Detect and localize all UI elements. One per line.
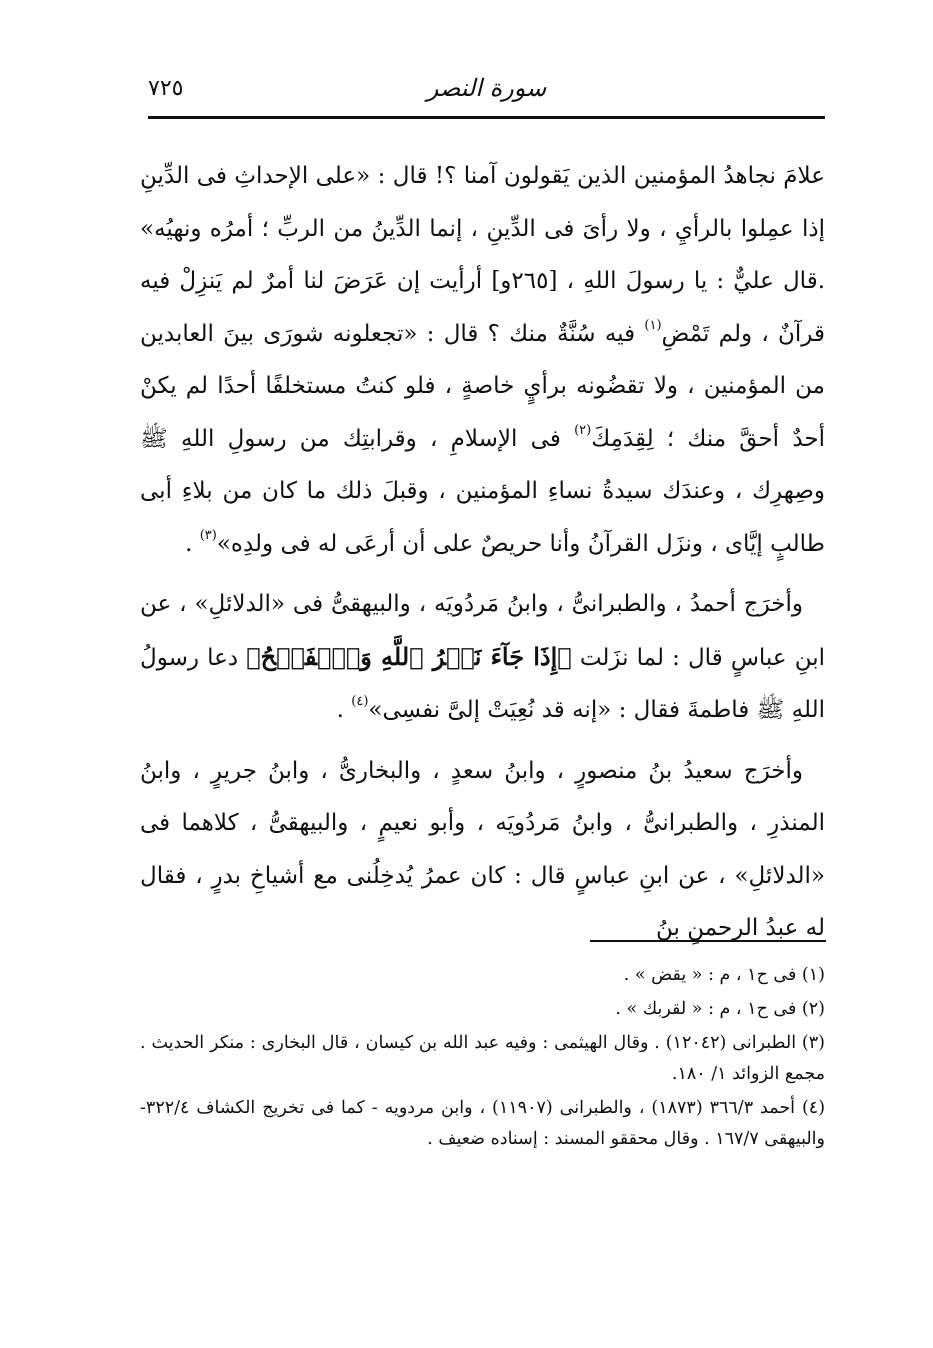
footnote-separator [590, 940, 826, 942]
paragraph-3: وأخرَج سعيدُ بنُ منصورٍ ، وابنُ سعدٍ ، والبخارىُّ ، وابنُ جريرٍ ، وابنُ المنذرِ ، والطبرانىُّ ، وابنُ مَردُويَه ، وأبو نعيمٍ ، والبيهقىُّ ، كلاهما فى «الدلائلِ» ، عن ابنِ عباسٍ قال : كان عمرُ يُدخِلُنى مع أشياخِ بدرٍ ، فقال له عبدُ الرحمنِ بنُ [140, 757, 825, 941]
footnote-marker-1: (١) [644, 317, 662, 333]
header-rule [148, 116, 825, 119]
paragraph-2-text-b: دعا رسولُ اللهِ ﷺ فاطمةَ فقال : «إنه قد نُعِيَتْ إلىَّ نفسِى» [140, 644, 825, 723]
paragraph-2-text-a: وأخرَج أحمدُ ، والطبرانىُّ ، وابنُ مَردُويَه ، والبيهقىُّ فى «الدلائلِ» ، عن ابنِ عباسٍ قال : لما نزَلت [140, 591, 825, 671]
paragraph-1 [140, 150, 825, 570]
paragraph-2-end: . [336, 697, 352, 723]
paragraph-1-text-b: فيه سُنَّةٌ منك ؟ قال : «تجعلونه شورَى بينَ العابدين من المؤمنين ، ولا تقضُونه برأيٍ خاصةٍ ، فلو كنتُ مستخلفًا أحدًا لم يكنْ أحدٌ أحقَّ منك ؛ لِقِدَمِكَ [140, 320, 825, 452]
paragraph-1-text-c: فى الإسلامِ ، وقرابتِك من رسولِ اللهِ ﷺ وصِهرِك ، وعندَك سيدةُ نساءِ المؤمنين ، وقبلَ ذلك ما كان من بلاءِ أبى طالبٍ إيَّاى ، ونزَل القرآنُ وأنا حريصٌ على أن أرعَى له فى ولدِه» [140, 425, 825, 557]
paragraph-2 [140, 578, 825, 737]
footnote-2: (٢) فى ح١ ، م : « لقربك » . [615, 999, 825, 1019]
main-text [140, 150, 825, 955]
footnote-marker-4: (٤) [351, 694, 369, 709]
footnotes [140, 960, 825, 1158]
footnote-4: (٤) أحمد ٣٦٦/٣ (١٨٧٣) ، والطبرانى (١١٩٠٧) ، وابن مردويه - كما فى تخريج الكشاف ٣٢٢/٤- والبيهقى ١٦٧/٧ . وقال محققو المسند : إسناده ضعيف . [140, 1098, 826, 1149]
footnote-marker-3: (٣) [199, 527, 217, 543]
footnote-1: (١) فى ح١ ، م : « يقض » . [623, 965, 825, 985]
paragraph-1-end: . [185, 530, 200, 557]
paragraph-1-text-a: علامَ نجاهدُ المؤمنين الذين يَقولون آمنا ؟! قال : «على الإحداثِ فى الدِّينِ إذا عمِلوا بالرأيِ ، ولا رأىَ فى الدِّينِ ، إنما الدِّينُ من الربِّ ؛ أمرُه ونهيُه» .قال عليٌّ : يا رسولَ اللهِ ، [٢٦٥و] أرأيت إن عَرَضَ لنا أمرٌ لم يَنزِلْ فيه قرآنٌ ، ولم تَمْضِ [140, 163, 825, 347]
surah-title: سورة النصر [426, 74, 547, 102]
footnote-marker-2: (٢) [574, 422, 592, 438]
quran-verse: ﴿إِذَا جَآءَ نَصۡرُ ٱللَّهِ وَٱلۡفَتۡحُ﴾ [246, 641, 572, 671]
page-number: ٧٢٥ [148, 76, 184, 101]
footnote-3: (٣) الطبرانى (١٢٠٤٢) . وقال الهيثمى : وفيه عبد الله بن كيسان ، قال البخارى : منكر الحديث . مجمع الزوائد ١/ ١٨٠. [140, 1033, 825, 1084]
page-header [148, 70, 825, 120]
